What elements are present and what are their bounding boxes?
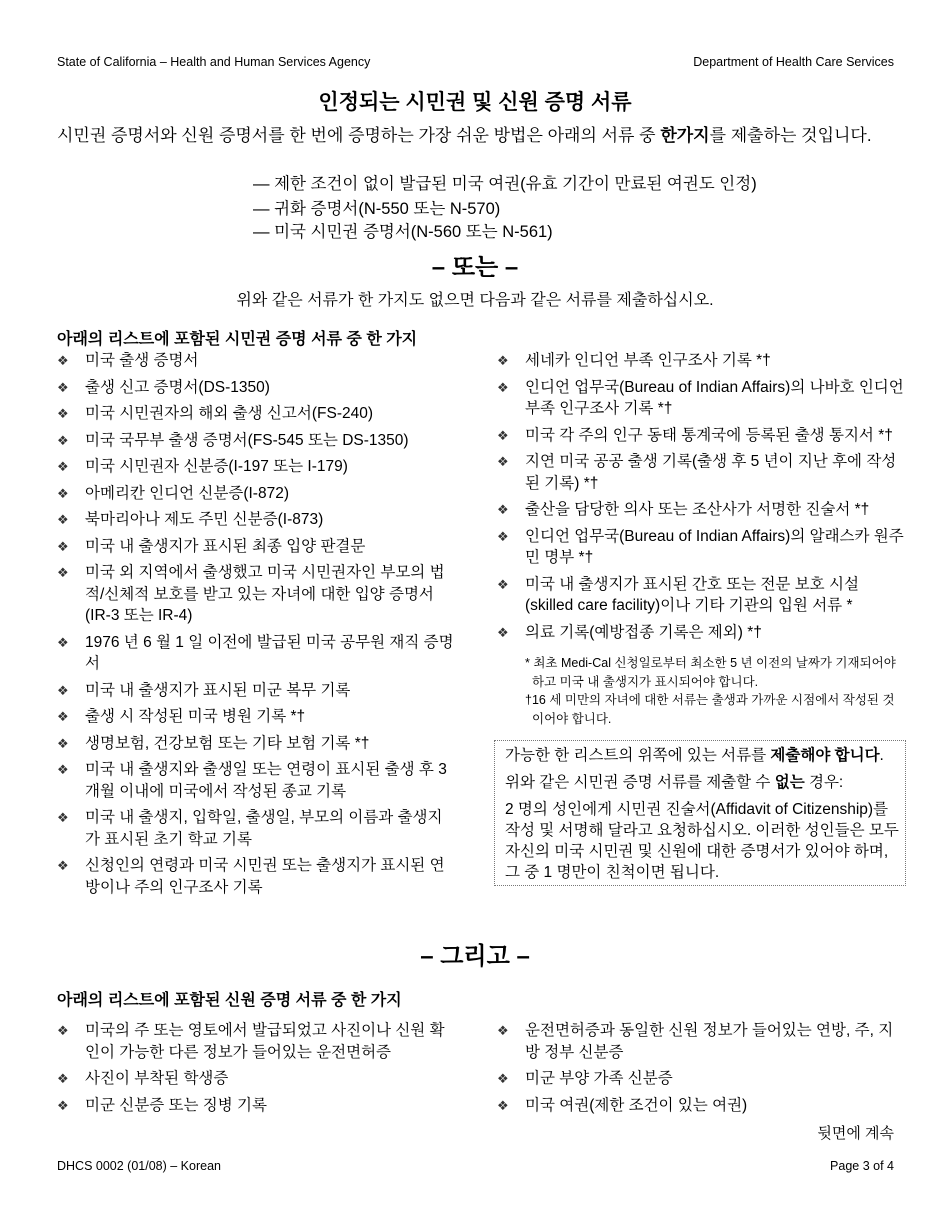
list-item-text: 미국 각 주의 인구 동태 통계국에 등록된 출생 통지서 *† [525,426,893,444]
list-item-text: 미국 내 출생지가 표시된 간호 또는 전문 보호 시설(skilled care facility)이나 기타 기관의 입원 서류 * [525,575,859,614]
citizenship-list-left [57,350,457,903]
list-item [57,1095,457,1117]
bullet-icon: ❖ [57,565,69,580]
list-item [57,807,457,850]
bullet-icon: ❖ [57,682,69,698]
citizenship-list-right [497,350,907,648]
intro-text: 시민권 증명서와 신원 증명서를 한 번에 증명하는 가장 쉬운 방법은 아래의 서류 중 한가지를 제출하는 것입니다. [57,126,872,145]
list-item-text: 아메리칸 인디언 신분증(I-872) [85,484,289,502]
primary-doc-naturalization: — 귀화 증명서(N-550 또는 N-570) [253,200,501,218]
list-item [497,1020,907,1063]
bullet-icon: ❖ [497,624,509,640]
bullet-icon: ❖ [497,502,509,517]
footnote-asterisk: * 최초 Medi-Cal 신청일로부터 최소한 5 년 이전의 날짜가 기재되어야 하고 미국 내 출생지가 표시되어야 합니다. [525,656,896,689]
list-item-text: 인디언 업무국(Bureau of Indian Affairs)의 나바호 인디언 부족 인구조사 기록 *† [525,378,904,417]
bullet-icon: ❖ [57,762,69,777]
list-item [57,1020,457,1063]
list-item-text: 운전면허증과 동일한 신원 정보가 들어있는 연방, 주, 지방 정부 신분증 [525,1022,894,1061]
header-agency: State of California – Health and Human Services Agency [57,55,371,69]
bullet-icon: ❖ [57,810,69,825]
list-item-text: 출산을 담당한 의사 또는 조산사가 서명한 진술서 *† [525,501,870,518]
header-department: Department of Health Care Services [693,55,894,69]
list-item-text: 인디언 업무국(Bureau of Indian Affairs)의 알래스카 원주민 명부 *† [525,527,904,566]
bullet-icon: ❖ [57,538,69,554]
list-item [57,377,457,399]
list-item [57,680,457,702]
list-item-text: 의료 기록(예방접종 기록은 제외) *† [525,623,762,641]
primary-doc-passport: — 제한 조건이 없이 발급된 미국 여권(유효 기간이 만료된 여권도 인정) [253,175,757,193]
identity-heading: 아래의 리스트에 포함된 신원 증명 서류 중 한 가지 [57,992,402,1009]
bullet-icon: ❖ [57,379,69,395]
list-item-text: 출생 신고 증명서(DS-1350) [85,378,270,396]
list-item [57,855,457,898]
list-item [497,377,907,420]
list-item [57,632,457,675]
bullet-icon: ❖ [497,1097,509,1113]
list-item [497,622,907,644]
affidavit-info-box [494,740,906,886]
list-item-text: 북마리아나 제도 주민 신분증(I-873) [85,511,324,528]
list-item [57,483,457,505]
list-item [57,733,457,755]
list-item-text: 미국 외 지역에서 출생했고 미국 시민권자인 부모의 법적/신체적 보호를 받고 있는 자녀에 대한 입양 증명서(IR-3 또는 IR-4) [85,564,445,624]
list-item-text: 출생 시 작성된 미국 병원 기록 *† [85,708,306,725]
bullet-icon: ❖ [497,427,509,443]
list-item-text: 미국의 주 또는 영토에서 발급되었고 사진이나 신원 확인이 가능한 다른 정보가 들어있는 운전면허증 [85,1022,445,1061]
bullet-icon: ❖ [497,454,509,469]
list-item [57,536,457,558]
list-item [497,574,907,617]
list-item-text: 미국 내 출생지가 표시된 미군 복무 기록 [85,681,351,699]
list-item-text: 미국 국무부 출생 증명서(FS-545 또는 DS-1350) [85,431,409,449]
list-item-text: 미국 시민권자의 해외 출생 신고서(FS-240) [85,405,374,422]
bullet-icon: ❖ [57,485,69,501]
list-item-text: 미국 출생 증명서 [85,352,199,369]
list-item-text: 생명보험, 건강보험 또는 기타 보험 기록 *† [85,734,370,752]
bullet-icon: ❖ [57,735,69,751]
bullet-icon: ❖ [57,459,69,474]
list-item-text: 세네카 인디언 부족 인구조사 기록 *† [525,352,771,369]
list-item-text: 사진이 부착된 학생증 [85,1070,229,1087]
list-item [57,509,457,531]
list-item [497,1095,907,1117]
or-instruction: 위와 같은 서류가 한 가지도 없으면 다음과 같은 서류를 제출하십시오. [236,292,714,309]
list-item [57,1068,457,1090]
list-item [57,562,457,627]
bullet-icon: ❖ [57,709,69,724]
bullet-icon: ❖ [57,634,69,650]
list-item [57,456,457,478]
list-item [497,350,907,372]
citizenship-heading: 아래의 리스트에 포함된 시민권 증명 서류 중 한 가지 [57,331,418,348]
list-item [497,425,907,447]
and-separator: – 그리고 – [420,943,530,970]
list-item-text: 1976 년 6 월 1 일 이전에 발급된 미국 공무원 재직 증명서 [85,633,454,672]
box-line-1: 가능한 한 리스트의 위쪽에 있는 서류를 제출해야 합니다. [505,747,884,764]
or-separator: – 또는 – [431,254,519,281]
bullet-icon: ❖ [57,353,69,368]
list-item-text: 미군 신분증 또는 징병 기록 [85,1096,267,1114]
box-line-3: 2 명의 성인에게 시민권 진술서(Affidavit of Citizenship)를 작성 및 서명해 달라고 요청하십시오. 이러한 성인들은 모두 자신의 미국 시민권 및 신원에 대한 증명서가 있어야 하며, 그 중 1 명만이 친척이면 됩니다. [505,801,899,881]
page-title: 인정되는 시민권 및 신원 증명 서류 [318,91,632,114]
box-line-2: 위와 같은 시민권 증명 서류를 제출할 수 없는 경우: [505,774,844,791]
bullet-icon: ❖ [57,858,69,873]
list-item [497,1068,907,1090]
bullet-icon: ❖ [497,576,509,592]
bullet-icon: ❖ [57,432,69,448]
list-item [57,706,457,728]
footnotes [522,654,902,728]
list-item-text: 미군 부양 가족 신분증 [525,1070,673,1087]
list-item-text: 미국 내 출생지와 출생일 또는 연령이 표시된 출생 후 3 개월 이내에 미국에서 작성된 종교 기록 [85,761,447,800]
list-item [57,759,457,802]
continued-note: 뒷면에 계속 [817,1125,894,1142]
list-item-text: 신청인의 연령과 미국 시민권 또는 출생지가 표시된 연방이나 주의 인구조사 기록 [85,857,445,896]
list-item [57,430,457,452]
list-item-text: 미국 내 출생지, 입학일, 출생일, 부모의 이름과 출생지가 표시된 초기 학교 기록 [85,809,443,848]
footer-page-number: Page 3 of 4 [830,1159,894,1173]
bullet-icon: ❖ [497,1023,509,1038]
footnote-dagger: †16 세 미만의 자녀에 대한 서류는 출생과 가까운 시점에서 작성된 것이어야 합니다. [525,693,895,726]
bullet-icon: ❖ [497,528,509,544]
bullet-icon: ❖ [57,512,69,527]
list-item [497,499,907,521]
bullet-icon: ❖ [57,1097,69,1113]
list-item-text: 지연 미국 공공 출생 기록(출생 후 5 년이 지난 후에 작성된 기록) *† [525,453,897,492]
bullet-icon: ❖ [57,406,69,421]
bullet-icon: ❖ [57,1071,69,1086]
list-item [497,451,907,494]
list-item [497,526,907,569]
identity-list-right [497,1020,907,1121]
bullet-icon: ❖ [57,1023,69,1038]
list-item-text: 미국 시민권자 신분증(I-197 또는 I-179) [85,458,348,475]
primary-doc-citizenship-cert: — 미국 시민권 증명서(N-560 또는 N-561) [253,223,553,241]
list-item [57,350,457,372]
list-item-text: 미국 여권(제한 조건이 있는 여권) [525,1096,748,1114]
list-item [57,403,457,425]
bullet-icon: ❖ [497,1071,509,1086]
bullet-icon: ❖ [497,379,509,395]
list-item-text: 미국 내 출생지가 표시된 최종 입양 판결문 [85,537,366,555]
identity-list-left [57,1020,457,1121]
bullet-icon: ❖ [497,353,509,368]
footer-form-id: DHCS 0002 (01/08) – Korean [57,1159,221,1173]
